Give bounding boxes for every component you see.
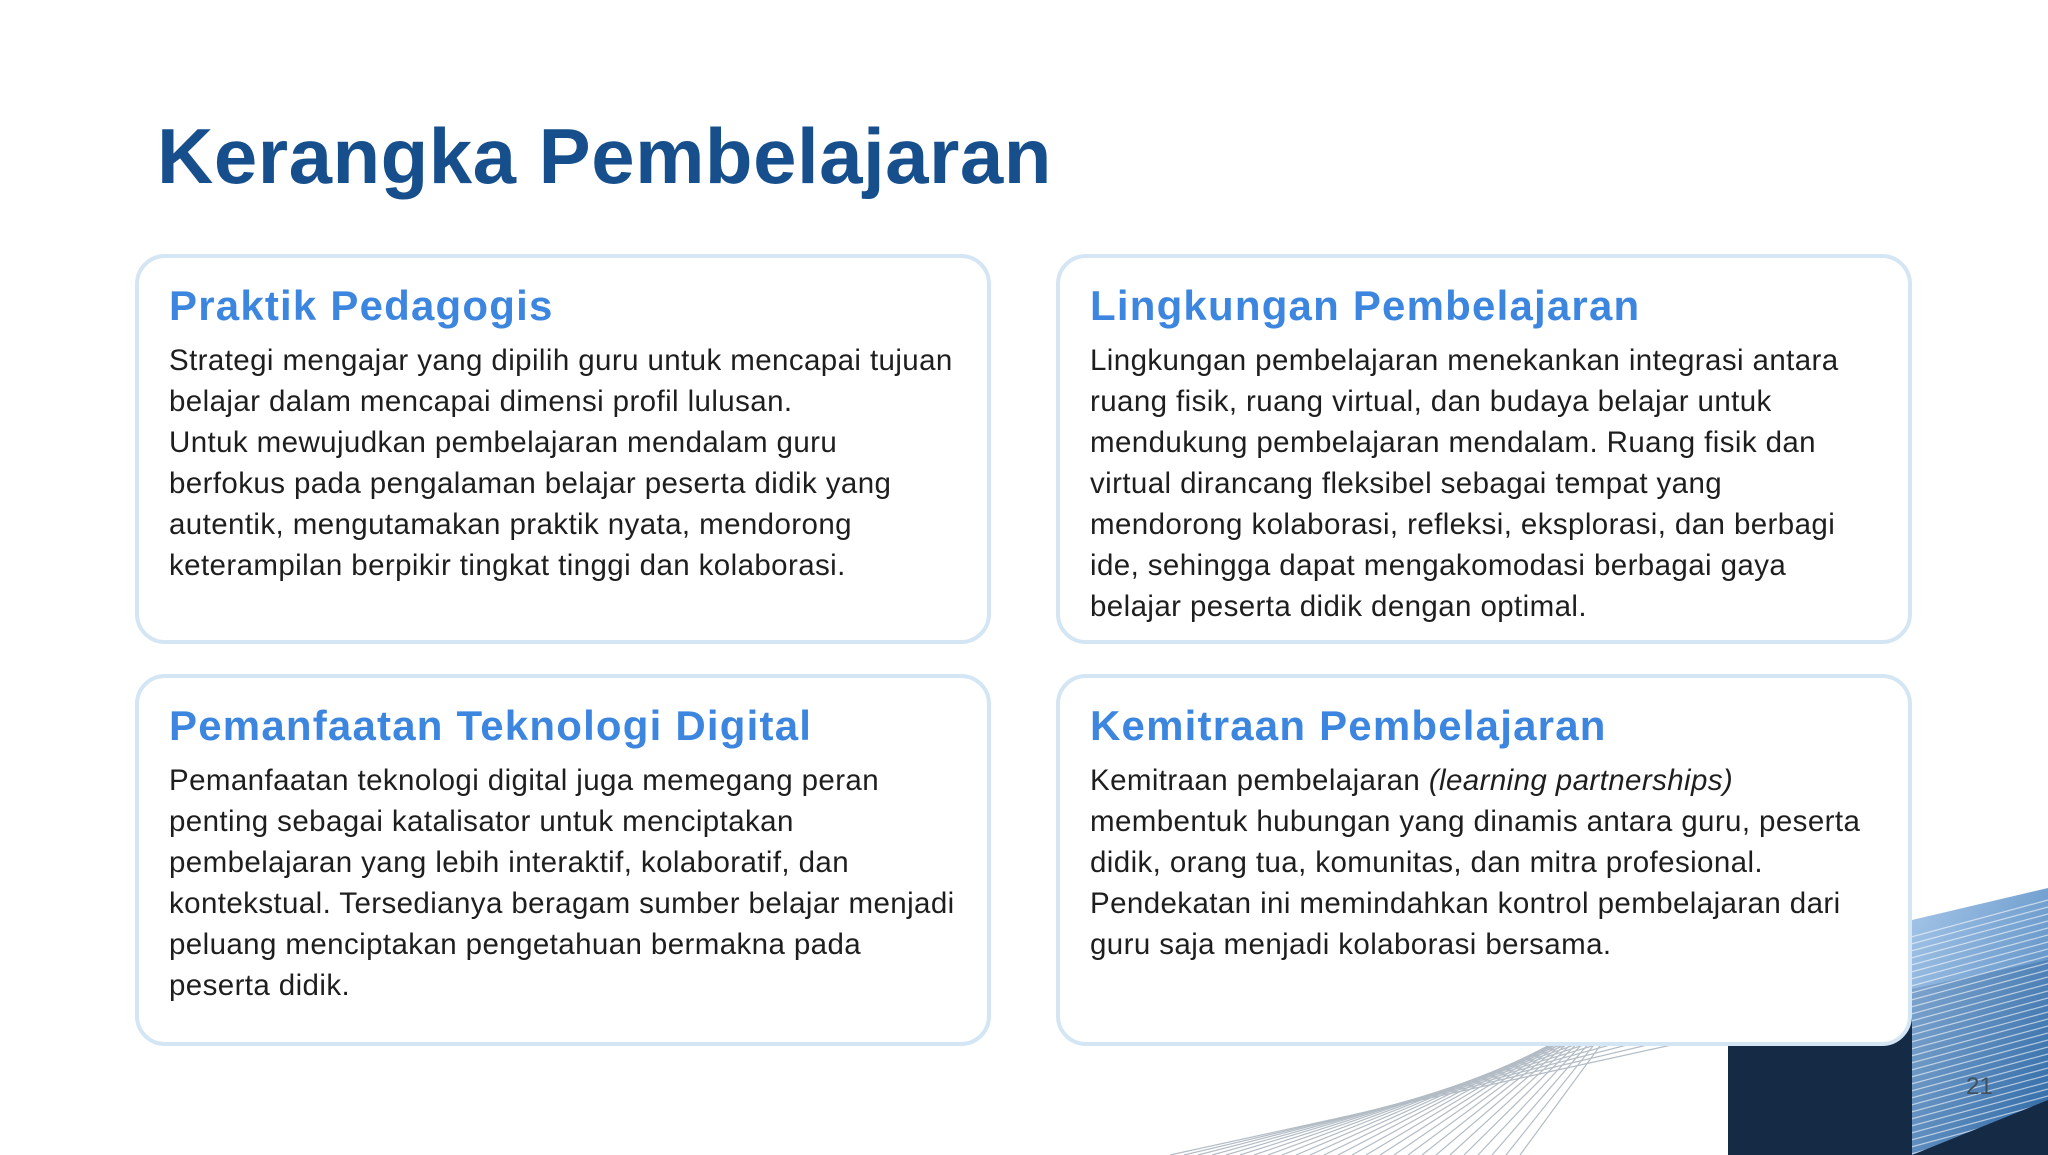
card-text-italic: (learning partnerships) — [1428, 764, 1734, 798]
slide-title: Kerangka Pembelajaran — [157, 112, 1052, 200]
card-kemitraan-pembelajaran — [1056, 674, 1912, 1046]
card-paragraph: Strategi mengajar yang dipilih guru untuk mencapai tujuan belajar dalam mencapai dimensi profil lulusan. — [169, 344, 953, 419]
card-body — [1090, 340, 1878, 627]
card-title: Praktik Pedagogis — [169, 282, 554, 329]
card-pemanfaatan-teknologi-digital — [135, 674, 991, 1046]
card-paragraph — [1090, 760, 1878, 965]
card-text: membentuk hubungan yang dinamis antara guru, peserta didik, orang tua, komunitas, dan mitra profesional. Pendekatan ini memindahkan kontrol pembelajaran dari guru saja menjadi kolaborasi bersama. — [1090, 805, 1861, 962]
card-body — [1090, 760, 1878, 965]
deco-line — [1170, 1030, 1740, 1155]
page-number: 21 — [1966, 1073, 1993, 1100]
card-paragraph: Pemanfaatan teknologi digital juga memegang peran penting sebagai katalisator untuk menciptakan pembelajaran yang lebih interaktif, kolaboratif, dan kontekstual. Tersedianya beragam sumber belajar menjadi peluang menciptakan pengetahuan bermakna pada peserta didik. — [169, 764, 955, 1003]
card-body — [169, 760, 957, 1006]
card-title: Pemanfaatan Teknologi Digital — [169, 702, 813, 749]
card-lingkungan-pembelajaran — [1056, 254, 1912, 644]
card-title: Lingkungan Pembelajaran — [1090, 282, 1641, 329]
card-title: Kemitraan Pembelajaran — [1090, 702, 1607, 749]
card-body — [169, 340, 957, 586]
card-paragraph: Lingkungan pembelajaran menekankan integrasi antara ruang fisik, ruang virtual, dan budaya belajar untuk mendukung pembelajaran mendalam. Ruang fisik dan virtual dirancang fleksibel sebagai tempat yang mendorong kolaborasi, refleksi, eksplorasi, dan berbagi ide, sehingga dapat mengakomodasi berbagai gaya belajar peserta didik dengan optimal. — [1090, 344, 1839, 624]
card-praktik-pedagogis — [135, 254, 991, 644]
card-text: Kemitraan pembelajaran — [1090, 764, 1429, 798]
card-paragraph: Untuk mewujudkan pembelajaran mendalam guru berfokus pada pengalaman belajar peserta didik yang autentik, mengutamakan praktik nyata, mendorong keterampilan berpikir tingkat tinggi dan kolaborasi. — [169, 426, 892, 583]
